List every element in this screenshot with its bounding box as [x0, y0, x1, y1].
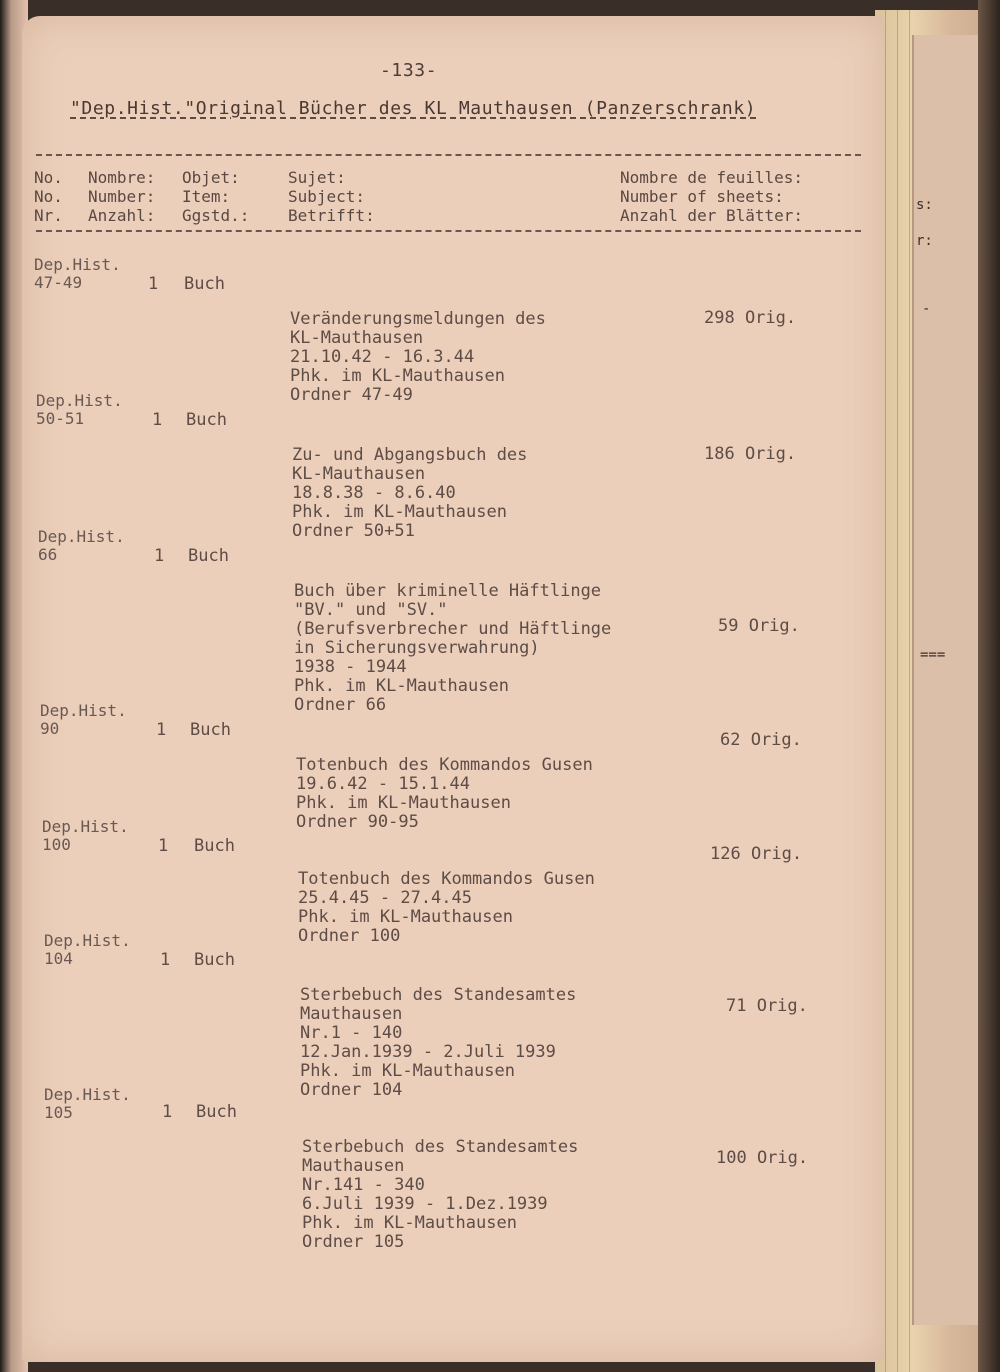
entry-item: Buch	[188, 546, 229, 566]
page-number: -133-	[380, 60, 438, 81]
column-sheets-header: Nombre de feuilles: Number of sheets: Anzahl der Blätter:	[620, 168, 804, 225]
margin-fragment: -	[922, 301, 931, 317]
entry-ref: Dep.Hist. 47-49	[34, 255, 121, 292]
entry-quantity: 1	[152, 410, 163, 430]
entry-sheets: 298 Orig.	[704, 308, 797, 328]
column-item-header: Objet: Item: Ggstd.:	[182, 168, 250, 225]
margin-fragment: ===	[920, 647, 946, 663]
underlying-sheet	[912, 35, 984, 1325]
entry-item: Buch	[196, 1102, 237, 1122]
entry-sheets: 100 Orig.	[716, 1148, 809, 1168]
column-subject-header: Sujet: Subject: Betrifft:	[288, 168, 375, 225]
entry-subject: Totenbuch des Kommandos Gusen 25.4.45 - 27.4.45 Phk. im KL-Mauthausen Ordner 100	[298, 869, 595, 946]
entry-item: Buch	[190, 720, 231, 740]
document-page	[22, 16, 884, 1362]
page-title: "Dep.Hist."Original Bücher des KL Mauthausen (Panzerschrank)	[70, 98, 757, 119]
entry-ref: Dep.Hist. 105	[44, 1085, 131, 1122]
entry-item: Buch	[194, 950, 235, 970]
entry-sheets: 62 Orig.	[720, 730, 802, 750]
entry-subject: Veränderungsmeldungen des KL-Mauthausen 21.10.42 - 16.3.44 Phk. im KL-Mauthausen Ordner 47-49	[290, 309, 546, 405]
entry-quantity: 1	[154, 546, 165, 566]
entry-subject: Zu- und Abgangsbuch des KL-Mauthausen 18.8.38 - 8.6.40 Phk. im KL-Mauthausen Ordner 50+51	[292, 445, 528, 541]
entry-quantity: 1	[160, 950, 171, 970]
entry-ref: Dep.Hist. 66	[38, 527, 125, 564]
entry-ref: Dep.Hist. 100	[42, 817, 129, 854]
header-rule-top	[36, 154, 861, 156]
entry-quantity: 1	[156, 720, 167, 740]
entry-item: Buch	[184, 274, 225, 294]
binder-edge	[978, 0, 1000, 1372]
entry-subject: Totenbuch des Kommandos Gusen 19.6.42 - 15.1.44 Phk. im KL-Mauthausen Ordner 90-95	[296, 755, 593, 832]
entry-quantity: 1	[158, 836, 169, 856]
entry-item: Buch	[194, 836, 235, 856]
column-quantity-header: Nombre: Number: Anzahl:	[88, 168, 156, 225]
entry-ref: Dep.Hist. 104	[44, 931, 131, 968]
entry-ref: Dep.Hist. 90	[40, 701, 127, 738]
entry-subject: Sterbebuch des Standesamtes Mauthausen Nr.141 - 340 6.Juli 1939 - 1.Dez.1939 Phk. im KL-Mauthausen Ordner 105	[302, 1137, 579, 1252]
entry-subject: Sterbebuch des Standesamtes Mauthausen Nr.1 - 140 12.Jan.1939 - 2.Juli 1939 Phk. im KL-Mauthausen Ordner 104	[300, 985, 577, 1100]
entry-subject: Buch über kriminelle Häftlinge "BV." und "SV." (Berufsverbrecher und Häftlinge in Sicherungsverwahrung) 1938 - 1944 Phk. im KL-Mauthausen Ordner 66	[294, 581, 612, 715]
entry-sheets: 71 Orig.	[726, 996, 808, 1016]
entry-quantity: 1	[148, 274, 159, 294]
header-rule-bottom	[36, 230, 861, 232]
entry-ref: Dep.Hist. 50-51	[36, 391, 123, 428]
entry-sheets: 126 Orig.	[710, 844, 803, 864]
entry-sheets: 59 Orig.	[718, 616, 800, 636]
entry-quantity: 1	[162, 1102, 173, 1122]
entry-sheets: 186 Orig.	[704, 444, 797, 464]
entry-item: Buch	[186, 410, 227, 430]
column-number-header: No. No. Nr.	[34, 168, 63, 225]
margin-fragment: s:	[916, 197, 933, 213]
margin-fragment: r:	[916, 233, 933, 249]
